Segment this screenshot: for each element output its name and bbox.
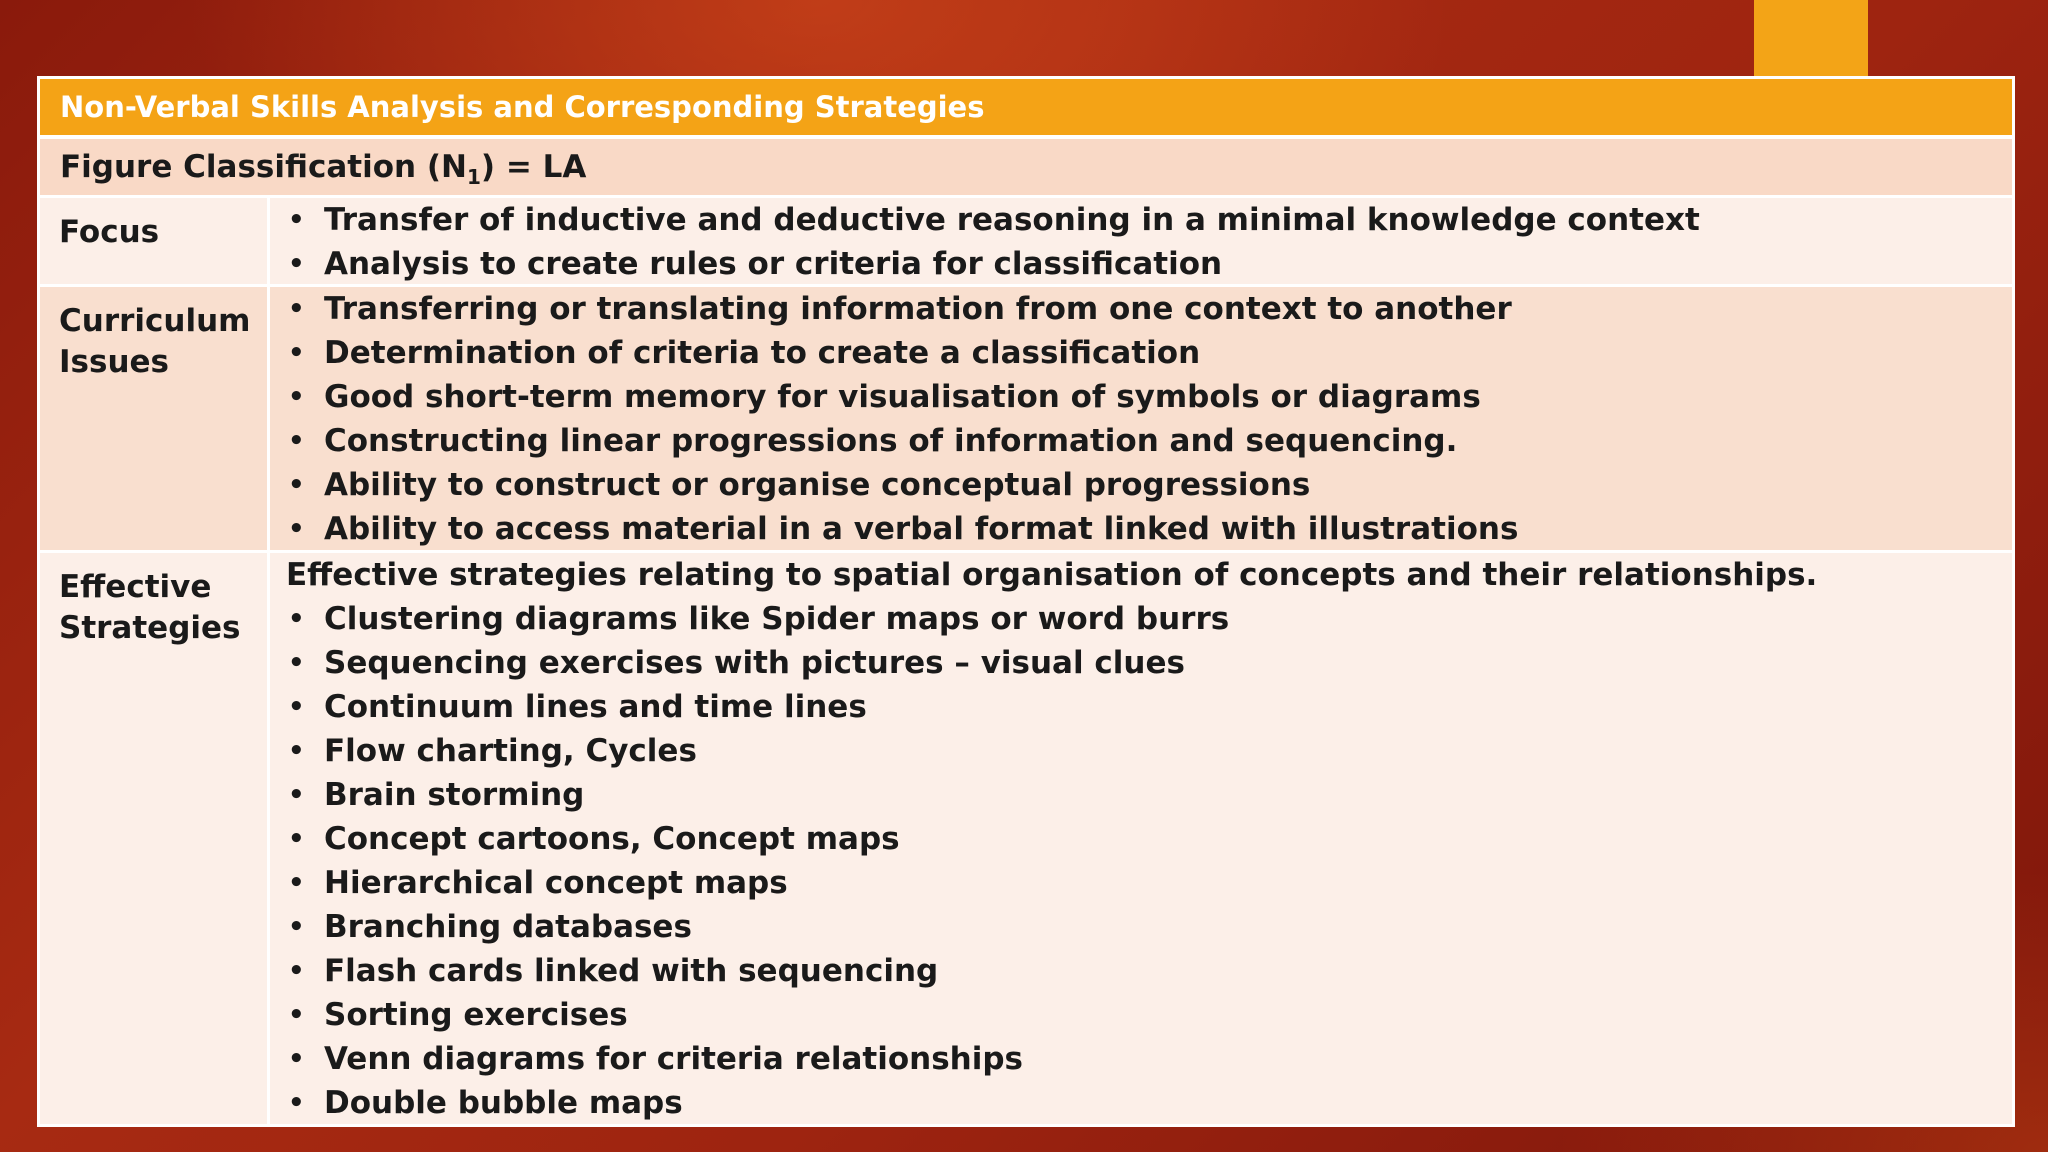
table-title: Non-Verbal Skills Analysis and Corresponding Strategies [40, 79, 2012, 139]
classification-subscript: 1 [466, 165, 481, 190]
focus-body [270, 198, 2012, 284]
list-item: • Constructing linear progressions of information and sequencing. [286, 419, 2012, 463]
list-item: • Determination of criteria to create a classification [286, 331, 2012, 375]
skills-table [37, 76, 2015, 1127]
focus-label: Focus [40, 198, 270, 284]
list-item: • Hierarchical concept maps [286, 861, 2012, 905]
list-item: • Brain storming [286, 773, 2012, 817]
curriculum-issues-label: Curriculum Issues [40, 287, 270, 550]
list-item: • Venn diagrams for criteria relationships [286, 1037, 2012, 1081]
list-item: • Ability to access material in a verbal format linked with illustrations [286, 507, 2012, 551]
list-item: • Analysis to create rules or criteria for classification [286, 242, 2012, 286]
list-item: • Transfer of inductive and deductive reasoning in a minimal knowledge context [286, 198, 2012, 242]
effective-strategies-body [270, 553, 2012, 1124]
classification-row [40, 139, 2012, 198]
list-item: • Good short-term memory for visualisation of symbols or diagrams [286, 375, 2012, 419]
list-item: • Double bubble maps [286, 1081, 2012, 1125]
curriculum-issues-list [286, 287, 2012, 551]
list-item: • Clustering diagrams like Spider maps or word burrs [286, 597, 2012, 641]
focus-row [40, 198, 2012, 287]
classification-suffix: ) = LA [480, 149, 587, 185]
effective-strategies-row [40, 553, 2012, 1124]
strategies-intro: Effective strategies relating to spatial organisation of concepts and their relationships. [286, 557, 1818, 593]
accent-tab [1754, 0, 1868, 76]
classification-prefix: Figure Classification (N [60, 149, 467, 185]
effective-strategies-list [286, 597, 2012, 1125]
list-item: • Branching databases [286, 905, 2012, 949]
list-item: • Ability to construct or organise conceptual progressions [286, 463, 2012, 507]
list-item: • Sorting exercises [286, 993, 2012, 1037]
list-item: • Concept cartoons, Concept maps [286, 817, 2012, 861]
curriculum-issues-row [40, 287, 2012, 553]
list-item: • Continuum lines and time lines [286, 685, 2012, 729]
effective-strategies-label: Effective Strategies [40, 553, 270, 1124]
curriculum-issues-body [270, 287, 2012, 550]
focus-list [286, 198, 2012, 286]
list-item: • Flash cards linked with sequencing [286, 949, 2012, 993]
list-item: • Flow charting, Cycles [286, 729, 2012, 773]
list-item: • Sequencing exercises with pictures – visual clues [286, 641, 2012, 685]
list-item: • Transferring or translating information from one context to another [286, 287, 2012, 331]
